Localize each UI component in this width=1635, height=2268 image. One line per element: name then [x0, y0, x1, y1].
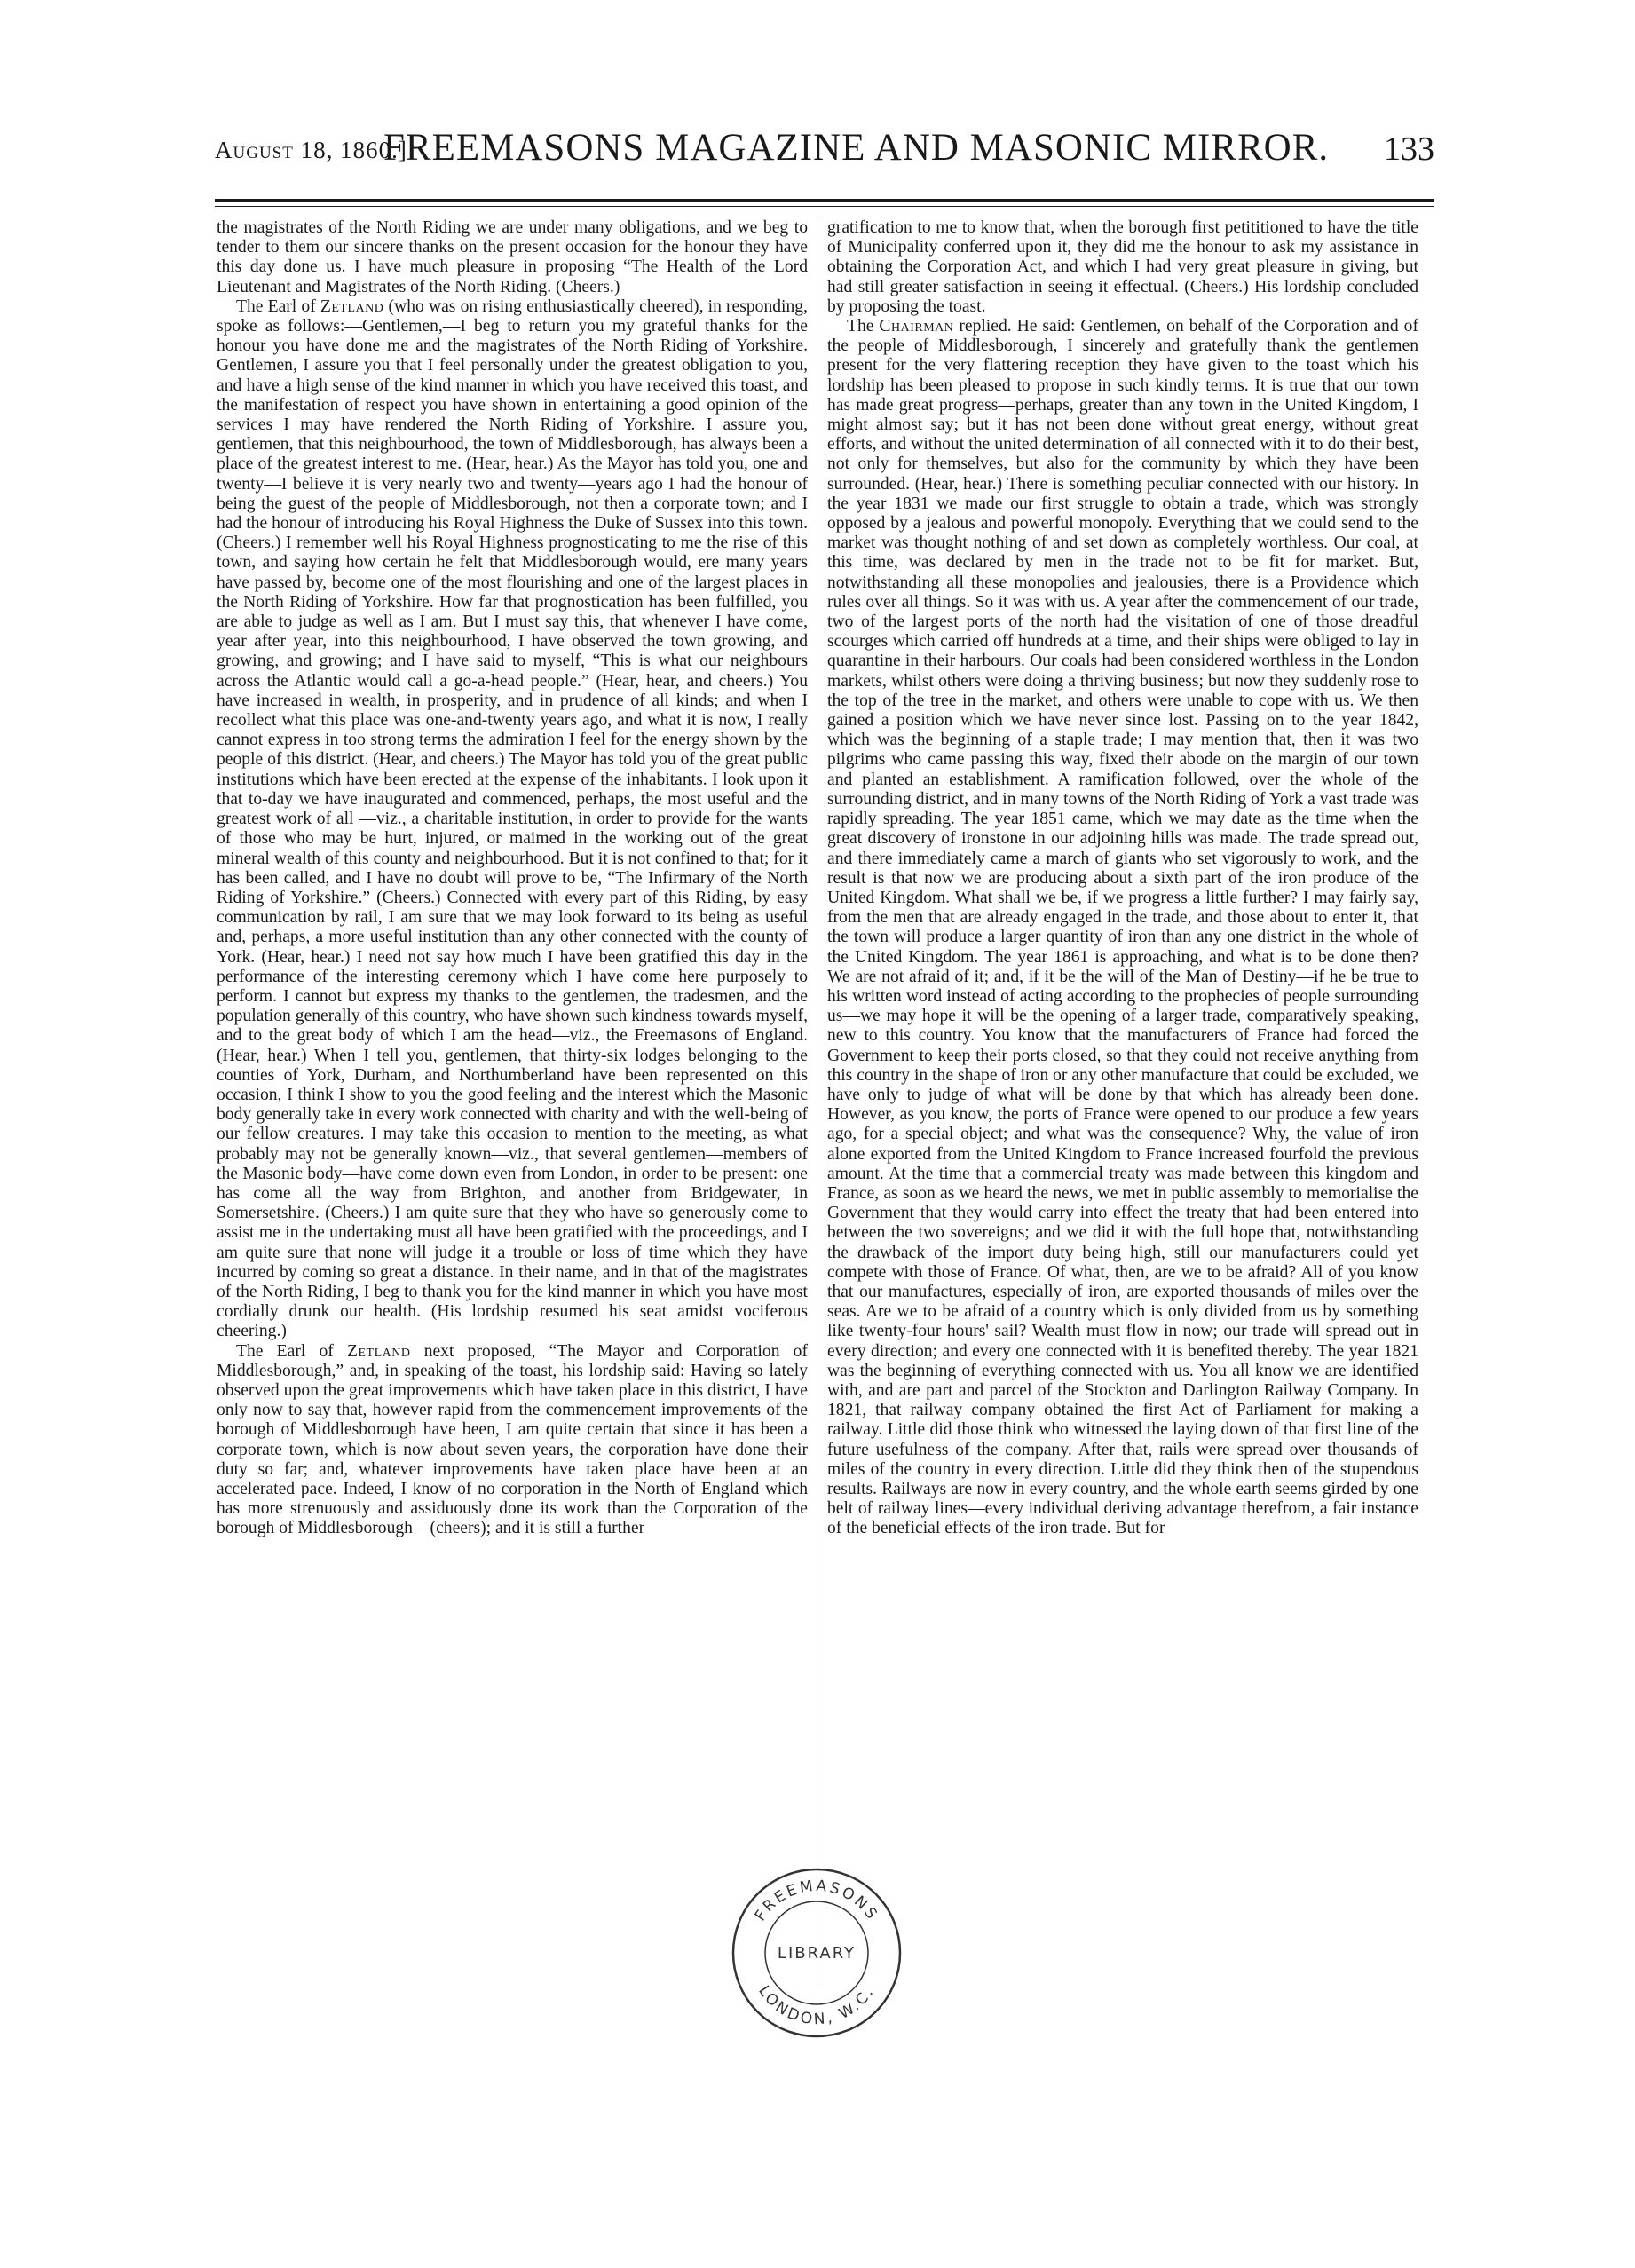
- left-column: [217, 218, 808, 1994]
- library-stamp: [728, 1864, 905, 2042]
- page-header: [215, 124, 1434, 195]
- left-p3-rest: next proposed, “The Mayor and Corporation of Middlesborough,” and, in speaking of the toast, his lordship said: Having so lately observed upon the great improvements which have taken place in this district, I have only now to say that, however rapid from the commencement improvements of the borough of Middlesborough have been, I am quite certain that since it has been a corporate town, which is now about seven years, the corporation have done their duty so far; and, whatever improvements have taken place have been at an accelerated pace. Indeed, I know of no corporation in the North of England which has more strenuously and assiduously done its work than the Corporation of the borough of Middlesborough—(cheers); and it is still a further: [217, 1341, 808, 1538]
- left-paragraph-3: [217, 1342, 808, 1539]
- stamp-bottom-text: LONDON, W.C.: [754, 1982, 879, 2029]
- stamp-top-text: FREEMASONS: [751, 1877, 882, 1925]
- left-p2-name: Zetland: [320, 296, 384, 316]
- page-number: 133: [1384, 130, 1434, 168]
- right-p2-name: Chairman: [879, 317, 954, 336]
- left-p3-name: Zetland: [347, 1341, 411, 1361]
- right-paragraph-2: [827, 317, 1418, 1539]
- issue-date: August 18, 1860.]: [215, 137, 407, 163]
- column-divider: [817, 218, 818, 1985]
- library-stamp-icon: [728, 1864, 905, 2042]
- header-rule-thin: [215, 206, 1434, 207]
- right-p2-rest: replied. He said: Gentlemen, on behalf of the Corporation and of the people of Middlesborough, I sincerely and gratefully thank the gentlemen present for the very flattering reception they have given to the toast which his lordship has been pleased to propose in such kindly terms. It is true that our town has made great progress—perhaps, greater than any town in the United Kingdom, I might almost say; but it has not been done without great energy, without great efforts, and without the united determination of all connected with it to do their best, not only for themselves, but also for the community by which they have been surrounded. (Hear, hear.) There is something peculiar connected with our history. In the year 1831 we made our first struggle to obtain a trade, which was strongly opposed by a jealous and powerful monopoly. Everything that we could send to the market was thought nothing of and set down as completely worthless. Our coal, at this time, was declared by men in the trade not to be fit for market. But, notwithstanding all these monopolies and jealousies, there is a Providence which rules over all things. So it was with us. A year after the commencement of our trade, two of the largest ports of the north had the visitation of one of those dreadful scourges which carried off hundreds at a time, and their ships were obliged to lay in quarantine in their harbours. Our coals had been considered worthless in the London markets, whilst others were doing a thriving business; but now they suddenly rose to the top of the tree in the market, and others were unable to cope with us. We then gained a position which we have never since lost. Passing on to the year 1842, which was the beginning of a staple trade; I may mention that, then it was two pilgrims who came passing this way, fixed their abode on the margin of our town and planted an establishment. A ramification followed, over the whole of the surrounding district, and in many towns of the North Riding of York a vast trade was rapidly spreading. The year 1851 came, which we may date as the time when the great discovery of ironstone in our adjoining hills was made. The trade spread out, and there immediately came a march of giants who set vigorously to work, and the result is that now we are producing about a sixth part of the iron produce of the United Kingdom. What shall we be, if we progress a little further? I may fairly say, from the men that are already engaged in the trade, and those about to enter it, that the town will produce a larger quantity of iron than any one district in the whole of the United Kingdom. The year 1861 is approaching, and what is to be done then? We are not afraid of it; and, if it be the will of the Man of Destiny—if he be true to his written word instead of acting according to the prophecies of people surrounding us—we may hope it will be the opening of a larger trade, comparatively speaking, new to this country. You know that the manufacturers of France had forced the Government to keep their ports closed, so that they could not receive anything from this country in the shape of iron or any other manufacture that could be excluded, we have only to judge of what will be done by that which has already been done. However, as you know, the ports of France were opened to our produce a few years ago, for a special object; and what was the consequence? Why, the value of iron alone exported from the United Kingdom to France increased fourfold the previous amount. At the time that a commercial treaty was made between this kingdom and France, as soon as we heard the news, we met in public assembly to memorialise the Government that they would carry into effect the treaty that had been entered into between the two sovereigns; and we did it with the full hope that, notwithstanding the drawback of the import duty being high, still our manufacturers could yet compete with those of France. Of what, then, are we to be afraid? All of you know that our manufactures, especially of iron, are exported thousands of miles over the seas. Are we to be afraid of a country which is only divided from us by something like twenty-four hours' sail? Wealth must flow in now; our trade will spread out in every direction; and every one connected with it is benefited thereby. The year 1821 was the beginning of everything connected with us. You all know we are identified with, and are part and parcel of the Stockton and Darlington Railway Company. In 1821, that railway company obtained the first Act of Parliament for making a railway. Little did those think who witnessed the laying down of that first line of the future usefulness of the company. After that, rails were spread over thousands of miles of the country in every direction. Little did they think then of the stupendous results. Railways are now in every country, and the whole earth seems girded by one belt of railway lines—every individual deriving advantage therefrom, a fair instance of the beneficial effects of the iron trade. But for: [827, 317, 1418, 1538]
- right-p2-lead: The: [847, 317, 874, 336]
- left-paragraph-2: [217, 297, 808, 1342]
- stamp-middle-text: LIBRARY: [777, 1944, 857, 1963]
- right-paragraph-1: gratification to me to know that, when the borough first petititioned to have the title of Municipality conferred upon it, they did me the honour to ask my assistance in obtaining the Corporation Act, and which I had very great pleasure in giving, but had still greater satisfaction in seeing it effectual. (Cheers.) His lordship concluded by proposing the toast.: [827, 218, 1418, 316]
- left-p2-rest: (who was on rising enthusiastically cheered), in responding, spoke as follows:—Gentlemen,—I beg to return you my grateful thanks for the honour you have done me and the magistrates of the North Riding of Yorkshire. Gentlemen, I assure you that I feel personally under the greatest obligation to you, and have a high sense of the kind manner in which you have received this toast, and the manifestation of respect you have shown in entertaining a good opinion of the services I may have rendered the North Riding of Yorkshire. I assure you, gentlemen, that this neighbourhood, the town of Middlesborough, has always been a place of the greatest interest to me. (Hear, hear.) As the Mayor has told you, one and twenty—I believe it is very nearly two and twenty—years ago I had the honour of being the guest of the people of Middlesborough, not then a corporate town; and I had the honour of introducing his Royal Highness the Duke of Sussex into this town. (Cheers.) I remember well his Royal Highness prognosticating to me the rise of this town, and saying how certain he felt that Middlesborough would, ere many years have passed by, become one of the most flourishing and one of the largest places in the North Riding of Yorkshire. How far that prognostication has been fulfilled, you are able to judge as well as I am. But I must say this, that whenever I have come, year after year, into this neighbourhood, I have observed the town growing, and growing, and growing; and I have said to myself, “This is what our neighbours across the Atlantic would call a go-a-head people.” (Hear, hear, and cheers.) You have increased in wealth, in prosperity, and in prudence of all kinds; and when I recollect what this place was one-and-twenty years ago, and what it is now, I really cannot express in too strong terms the admiration I feel for the energy shown by the people of this district. (Hear, and cheers.) The Mayor has told you of the great public institutions which have been erected at the expense of the inhabitants. I look upon it that to-day we have inaugurated and commenced, perhaps, the most useful and the greatest work of all —viz., a charitable institution, in order to provide for the wants of those who may be hurt, injured, or maimed in the working out of the great mineral wealth of this county and neighbourhood. But it is not confined to that; for it has been called, and I have no doubt will prove to be, “The Infirmary of the North Riding of Yorkshire.” (Cheers.) Connected with every part of this Riding, by easy communication by rail, I am sure that we may look forward to its being as useful and, perhaps, a more useful institution than any other connected with the county of York. (Hear, hear.) I need not say how much I have been gratified this day in the performance of the interesting ceremony which I have come here purposely to perform. I cannot but express my thanks to the gentlemen, the tradesmen, and the population generally of this country, who have shown such kindness towards myself, and to the great body of which I am the head—viz., the Freemasons of England. (Hear, hear.) When I tell you, gentlemen, that thirty-six lodges belonging to the counties of York, Durham, and Northumberland have been represented on this occasion, I think I show to you the good feeling and the interest which the Masonic body generally take in every work connected with charity and with the well-being of our fellow creatures. I may take this occasion to mention to the meeting, as what probably may not be generally known—viz., that several gentlemen—members of the Masonic body—have come down even from London, in order to be present: one has come all the way from Brighton, and another from Bridgewater, in Somersetshire. (Cheers.) I am quite sure that they who have so generously come to assist me in the undertaking must all have been gratified with the proceedings, and I am quite sure that none will judge it a trouble or loss of time which they have incurred by coming so great a distance. In their name, and in that of the magistrates of the North Riding, I beg to thank you for the kind manner in which you have most cordially drunk our health. (His lordship resumed his seat amidst vociferous cheering.): [217, 296, 808, 1341]
- magazine-title: FREEMASONS MAGAZINE AND MASONIC MIRROR.: [383, 127, 1330, 169]
- left-p3-lead: The Earl of: [236, 1341, 334, 1361]
- header-rule-thick: [215, 199, 1434, 202]
- svg-text:LONDON, W.C.: [754, 1983, 878, 2029]
- left-p2-lead: The Earl of: [236, 296, 316, 316]
- left-paragraph-1: the magistrates of the North Riding we are under many obligations, and we beg to tender to them our sincere thanks on the present occasion for the honour they have this day done us. I have much pleasure in proposing “The Health of the Lord Lieutenant and Magistrates of the North Riding. (Cheers.): [217, 218, 808, 296]
- right-column: [827, 218, 1418, 1994]
